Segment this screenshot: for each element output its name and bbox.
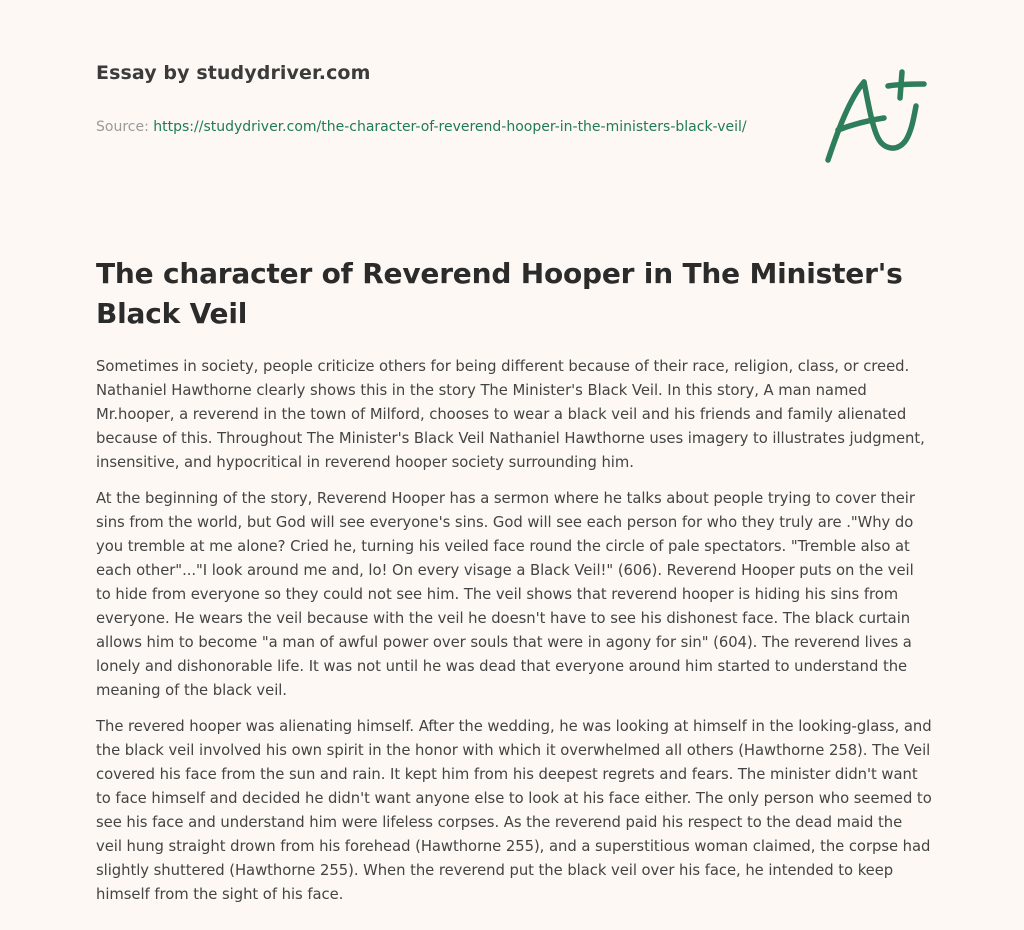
source-link[interactable]: https://studydriver.com/the-character-of-reverend-hooper-in-the-ministers-black-veil/ [153,119,747,135]
article-body [96,355,932,919]
a-plus-logo-icon [820,68,932,168]
paragraph: At the beginning of the story, Reverend Hooper has a sermon where he talks about people trying to cover their sins from the world, but God will see everyone's sins. God will see each person for who they truly are ."Why do you tremble at me alone? Cried he, turning his veiled face round the circle of pale spectators. "Tremble also at each other"..."I look around me and, lo! On every visage a Black Veil!" (606). Reverend Hooper puts on the veil to hide from everyone so they could not see him. The veil shows that reverend hooper is hiding his sins from everyone. He wears the veil because with the veil he doesn't have to see his dishonest face. The black curtain allows him to become "a man of awful power over souls that were in agony for sin" (604). The reverend lives a lonely and dishonorable life. It was not until he was dead that everyone around him started to understand the meaning of the black veil. [96,490,915,699]
source-line [96,116,776,138]
site-title: Essay by studydriver.com [96,62,371,84]
paragraph: The revered hooper was alienating himself. After the wedding, he was looking at himself in the looking-glass, and the black veil involved his own spirit in the honor with which it overwhelmed all others (Hawthorne 258). The Veil covered his face from the sun and rain. It kept him from his deepest regrets and fears. The minister didn't want to face himself and decided he didn't want anyone else to look at his face either. The only person who seemed to see his face and understand him were lifeless corpses. As the reverend paid his respect to the dead maid the veil hung straight drown from his forehead (Hawthorne 255), and a superstitious woman claimed, the corpse had slightly shuttered (Hawthorne 255). When the reverend put the black veil over his face, he intended to keep himself from the sight of his face. [96,718,932,903]
paragraph: Sometimes in society, people criticize others for being different because of their race, religion, class, or creed. Nathaniel Hawthorne clearly shows this in the story The Minister's Black Veil. In this story, A man named Mr.hooper, a reverend in the town of Milford, chooses to wear a black veil and his friends and family alienated because of this. Throughout The Minister's Black Veil Nathaniel Hawthorne uses imagery to illustrates judgment, insensitive, and hypocritical in reverend hooper society surrounding him. [96,358,925,471]
article-title: The character of Reverend Hooper in The Minister's Black Veil [96,257,903,330]
source-label: Source: [96,119,154,135]
header [96,62,776,138]
